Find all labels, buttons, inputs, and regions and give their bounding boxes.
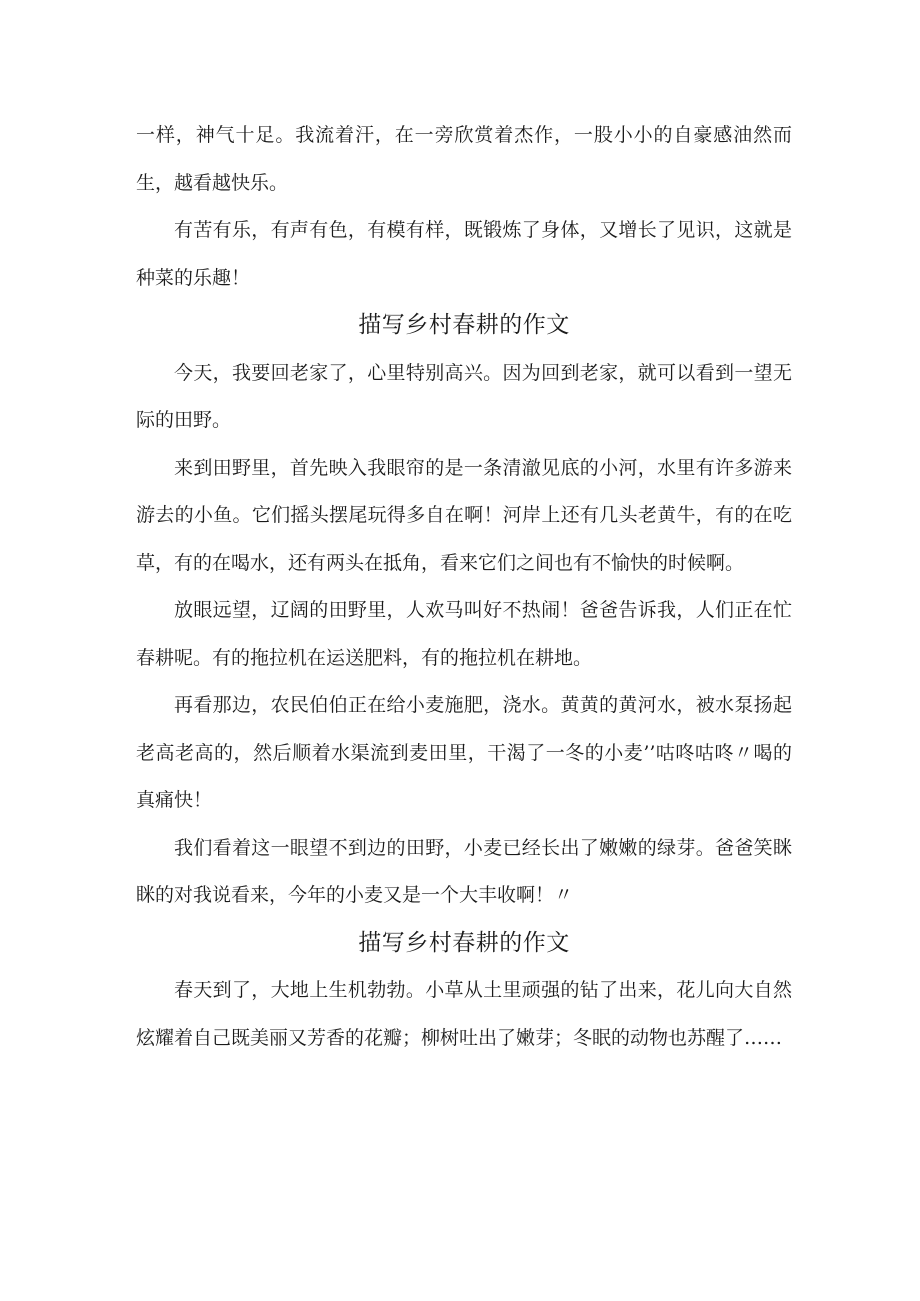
document-body (136, 112, 792, 1062)
essay-paragraph: 放眼远望，辽阔的田野里，人欢马叫好不热闹！爸爸告诉我，人们正在忙春耕呢。有的拖拉机在运送肥料，有的拖拉机在耕地。 (136, 599, 792, 669)
essay-paragraph: 来到田野里，首先映入我眼帘的是一条清澈见底的小河，水里有许多游来游去的小鱼。它们摇头摆尾玩得多自在啊！河岸上还有几头老黄牛，有的在吃草，有的在喝水，还有两头在抵角，看来它们之间也有不愉快的时候啊。 (136, 456, 792, 574)
essay-paragraph: 再看那边，农民伯伯正在给小麦施肥，浇水。黄黄的黄河水，被水泵扬起老高老高的，然后顺着水渠流到麦田里，干渴了一冬的小麦’’咕咚咕咚〃喝的真痛快！ (136, 694, 792, 811)
essay-paragraph: 我们看着这一眼望不到边的田野，小麦已经长出了嫩嫩的绿芽。爸爸笑眯眯的对我说看来，今年的小麦又是一个大丰收啊！〃 (136, 836, 792, 906)
intro-continuation-paragraph: 一样，神气十足。我流着汗，在一旁欣赏着杰作，一股小小的自豪感油然而生，越看越快乐。 (136, 124, 792, 194)
intro-conclusion-paragraph: 有苦有乐，有声有色，有模有样，既锻炼了身体，又增长了见识，这就是种菜的乐趣！ (136, 219, 792, 289)
essay-paragraph: 春天到了，大地上生机勃勃。小草从土里顽强的钻了出来，花儿向大自然炫耀着自己既美丽又芳香的花瓣；柳树吐出了嫩芽；冬眠的动物也苏醒了…… (136, 979, 792, 1049)
essay-title: 描写乡村春耕的作文 (358, 929, 570, 956)
essay-title: 描写乡村春耕的作文 (358, 312, 570, 338)
essay-paragraph: 今天，我要回老家了，心里特别高兴。因为回到老家，就可以看到一望无际的田野。 (136, 361, 792, 431)
